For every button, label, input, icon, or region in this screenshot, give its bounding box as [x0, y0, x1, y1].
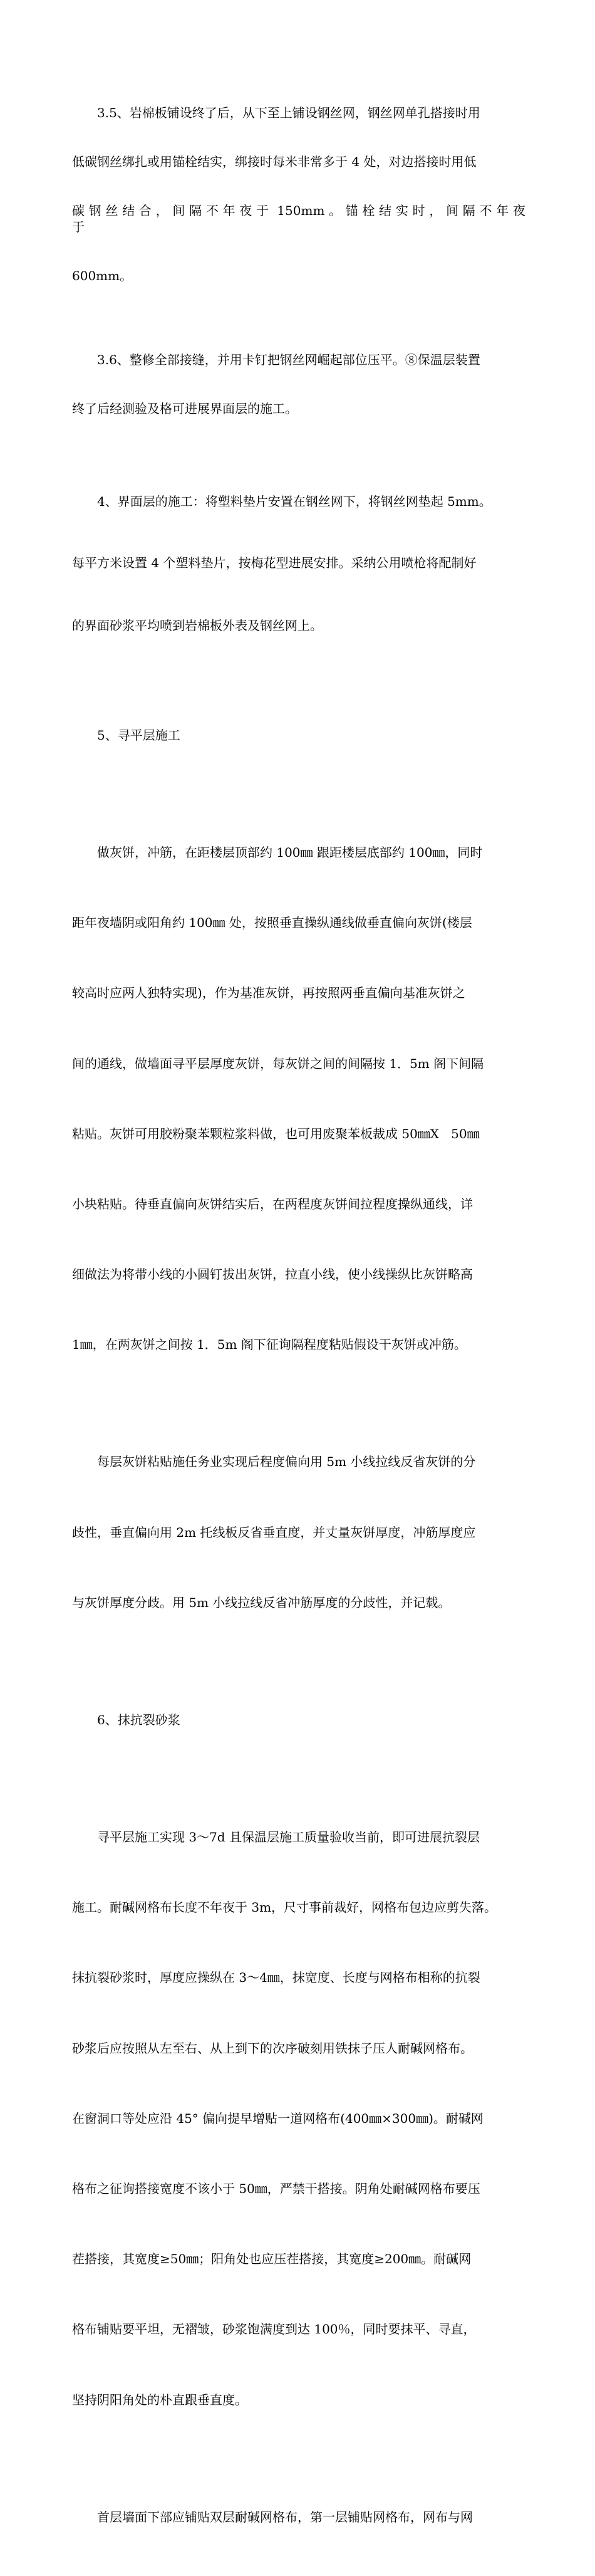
text-line: 低碳钢丝绑扎或用锚栓结实，绑接时每米非常多于 4 处，对边搭接时用低 [72, 154, 477, 169]
paragraph-4 [72, 451, 525, 677]
text-line: 5、寻平层施工 [97, 727, 180, 743]
text-line: 施工。耐碱网格布长度不年夜于 3m，尺寸事前裁好，网格布包边应剪失落。 [72, 1900, 497, 1915]
paragraph-3-5 [72, 72, 530, 317]
text-line: 4、界面层的施工：将塑料垫片安置在钢丝网下，将钢丝网垫起 5mm。 [97, 494, 492, 509]
section-heading-5 [72, 677, 525, 794]
text-line: 歧性，垂直偏向用 2m 托线板反省垂直度，并丈量灰饼厚度，冲筋厚度应 [72, 1524, 476, 1540]
text-line: 格布之征询搭接宽度不该小于 50㎜，严禁干搭接。阴角处耐碱网格布要压 [72, 2181, 480, 2196]
text-line: 的界面砂浆平均喷到岩棉板外表及钢丝网上。 [72, 618, 323, 633]
text-line: 较高时应两人独特实现)，作为基准灰饼，再按照两垂直偏向基准灰饼之 [72, 985, 465, 1001]
document-body [72, 72, 530, 2576]
text-line: 粘贴。灰饼可用胶粉聚苯颗粒浆料做，也可用废聚苯板裁成 50㎜X 50㎜ [72, 1126, 480, 1141]
text-line: 间的通线，做墙面寻平层厚度灰饼，每灰饼之间的间隔按 1．5m 阁下间隔 [72, 1055, 484, 1071]
text-line: 茬搭接，其宽度≥50㎜；阳角处也应压茬搭接，其宽度≥200㎜。耐碱网 [72, 2251, 472, 2267]
text-line: 小块粘贴。待垂直偏向灰饼结实后，在两程度灰饼间拉程度操纵通线，详 [72, 1196, 473, 1212]
paragraph-first-floor [72, 2459, 525, 2576]
section-heading-6 [72, 1662, 525, 1779]
text-line: 抹抗裂砂浆时，厚度应操纵在 3～4㎜，抹宽度、长度与网格布相称的抗裂 [72, 1970, 480, 1986]
text-line: 终了后经测验及格可进展界面层的施工。 [72, 401, 298, 416]
text-line: 做灰饼，冲筋，在距楼层顶部约 100㎜ 跟距楼层底部约 100㎜，同时 [97, 844, 483, 860]
text-line: 砂浆后应按照从左至右、从上到下的次序破刻用铁抹子压人耐碱网格布。 [72, 2040, 473, 2056]
text-line: 格布铺贴要平坦，无褶皱，砂浆饱满度到达 100％，同时要抹平、寻直， [72, 2322, 476, 2337]
paragraph-6-body [72, 1779, 525, 2459]
text-line: 600mm。 [72, 268, 133, 283]
paragraph-5-body [72, 794, 525, 1404]
text-line: 3.5、岩棉板铺设终了后，从下至上铺设钢丝网，钢丝网单孔搭接时用 [97, 105, 480, 120]
text-line: 首层墙面下部应铺贴双层耐碱网格布，第一层铺贴网格布，网布与网 [97, 2509, 473, 2525]
text-line: 与灰饼厚度分歧。用 5m 小线拉线反省冲筋厚度的分歧性，并记载。 [72, 1594, 451, 1610]
text-line: 每平方米设置 4 个塑料垫片，按梅花型进展安排。采纳公用喷枪将配制好 [72, 555, 477, 570]
text-line: 碳 钢 丝 结 合 ， 间 隔 不 年 夜 于 150mm 。 锚 栓 结 实 时 ， 间 隔 不 年 夜 于 [72, 203, 530, 234]
paragraph-5-check [72, 1404, 525, 1662]
text-line: 坚持阴阳角处的朴直跟垂直度。 [72, 2392, 247, 2407]
paragraph-3-6 [72, 319, 525, 449]
text-line: 每层灰饼粘贴施任务业实现后程度偏向用 5m 小线拉线反省灰饼的分 [97, 1454, 476, 1470]
text-line: 细做法为将带小线的小圆钉拔出灰饼，拉直小线，使小线操纵比灰饼略高 [72, 1267, 473, 1282]
text-line: 寻平层施工实现 3～7d 且保温层施工质量验收当前，即可进展抗裂层 [97, 1829, 480, 1845]
text-line: 3.6、整修全部接缝，并用卡钉把钢丝网崛起部位压平。⑧保温层装置 [97, 352, 480, 367]
text-line: 距年夜墙阴或阳角约 100㎜ 处，按照垂直操纵通线做垂直偏向灰饼(楼层 [72, 915, 472, 931]
text-line: 6、抹抗裂砂浆 [97, 1712, 180, 1727]
text-line: 在窗洞口等处应沿 45° 偏向提早增贴一道网格布(400㎜×300㎜)。耐碱网 [72, 2110, 484, 2126]
text-line: 1㎜，在两灰饼之间按 1．5m 阁下征询隔程度粘贴假设干灰饼或冲筋。 [72, 1337, 467, 1353]
